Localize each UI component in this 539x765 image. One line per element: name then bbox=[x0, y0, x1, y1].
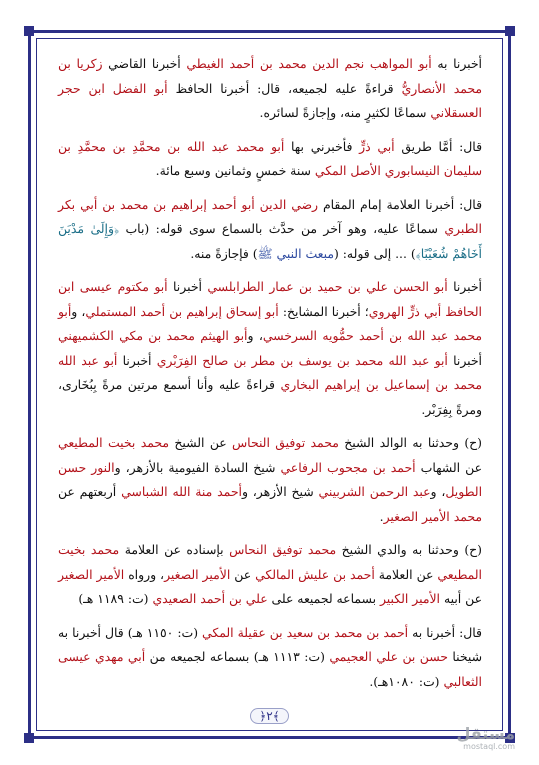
text-run: عن أبيه bbox=[440, 591, 482, 606]
paragraph bbox=[58, 135, 482, 184]
narrator-name: محمد الأمير الصغير bbox=[383, 508, 482, 524]
narrator-name: عبد الرحمن الشربيني bbox=[318, 484, 431, 499]
text-run: قراءةً عليه وأنا أسمع مرتين مرةً بِبُخَارى، ومرةً بِفِرَبْر. bbox=[58, 377, 482, 417]
text-run: (ت: ١١١٣ هـ) بسماعه لجميعه من bbox=[145, 649, 330, 664]
narrator-name: أبو الحسن علي بن حميد بن عمار الطرابلسي bbox=[207, 279, 448, 294]
text-run: ؛ أخبرنا المشايخ: bbox=[278, 303, 369, 319]
text-run: عن الشيخ bbox=[169, 435, 233, 450]
paragraph bbox=[58, 275, 482, 422]
narrator-name: محمد توفيق النحاس bbox=[229, 542, 337, 557]
text-run: (ت: ١١٨٩ هـ) bbox=[78, 591, 153, 606]
narrator-name: أبو المواهب نجم الدين محمد بن أحمد الغيطي bbox=[186, 56, 432, 71]
narrator-name: علي بن أحمد الصعيدي bbox=[152, 591, 268, 606]
narrator-name: أحمد بن عليش المالكي bbox=[255, 566, 375, 582]
narrator-name: أبي ذرٍّ bbox=[359, 138, 395, 154]
text-run: قال: أمَّا طريق bbox=[394, 138, 482, 154]
narrator-name: حسن بن علي العجيمي bbox=[329, 649, 448, 664]
text-run: (ت: ١١٥٠ هـ) قال أخبرنا به شيخنا bbox=[58, 624, 482, 664]
text-run: أخبرنا القاضي bbox=[102, 56, 187, 71]
text-run: ، و bbox=[247, 328, 263, 343]
narrator-name: أبو محمد عبد الله بن محمَّدِ بن محمَّدِ بن سليمان النيسابوري الأصل المكي bbox=[58, 138, 482, 178]
body-text bbox=[58, 52, 482, 703]
narrator-name: أحمد منة الله الشباسي bbox=[121, 484, 242, 499]
text-run: . bbox=[379, 508, 384, 524]
narrator-name: أبو عبد الله محمد بن إسماعيل بن إبراهيم البخاري bbox=[58, 352, 482, 392]
frame-corner-ornament bbox=[24, 26, 34, 36]
text-run: (ح) وحدثنا به والدي الشيخ bbox=[336, 542, 483, 557]
text-run: أخبرنا bbox=[167, 279, 208, 294]
narrator-name: أبي مهدي عيسى الثعالبي bbox=[58, 649, 482, 689]
narrator-name: أحمد بن محمد بن سعيد بن عقيلة المكي bbox=[202, 624, 409, 640]
narrator-name: رضي الدين أبو أحمد إبراهيم بن محمد بن أبي بكر الطبري bbox=[58, 196, 482, 236]
text-run: ، و bbox=[430, 484, 446, 499]
paragraph bbox=[58, 193, 482, 267]
watermark-logo bbox=[456, 726, 515, 752]
paragraph bbox=[58, 431, 482, 529]
text-run: فأخبرني بها bbox=[284, 138, 360, 154]
narrator-name: أبو محمد عبد الله بن أحمد حمُّويه السرخسي bbox=[58, 303, 482, 343]
text-run: (ت: ١٠٨٠هـ). bbox=[369, 673, 444, 689]
text-run: أخبرنا bbox=[117, 352, 157, 368]
text-run: أخبرنا به bbox=[431, 56, 482, 71]
text-run: أخبرنا bbox=[447, 279, 482, 294]
narrator-name: أبو إسحاق إبراهيم بن أحمد المستملي bbox=[85, 303, 279, 319]
watermark-arabic: مستقل bbox=[456, 724, 515, 743]
text-run: عن bbox=[230, 566, 256, 582]
text-run: بإسناده عن العلامة bbox=[119, 542, 230, 557]
text-run: ، و bbox=[71, 303, 86, 319]
narrator-name: زكريا بن محمد الأنصاريُّ bbox=[58, 56, 483, 96]
narrator-name: أبو الفضل ابن حجر العسقلاني bbox=[58, 80, 482, 120]
watermark-latin: mostaql.com bbox=[463, 742, 515, 751]
narrator-name: محمد بخيت المطيعي bbox=[58, 542, 482, 582]
paragraph bbox=[58, 52, 482, 126]
text-run: شيخ الأزهر، و bbox=[241, 484, 319, 499]
text-run: سماعًا عليه، وهو آخر من حدَّث بالسماع سوى قوله: (باب bbox=[119, 221, 445, 236]
text-run: سماعًا لكثيرٍ منه، وإجازةً لسائره. bbox=[259, 105, 431, 120]
text-run: قال: أخبرنا به bbox=[408, 624, 482, 640]
quran-verse: ﴿وَإِلَىٰ مَدْيَنَ أَخَاهُمْ شُعَيْبًا﴾ bbox=[58, 221, 482, 261]
paragraph bbox=[58, 621, 482, 695]
text-run: ، ورواه bbox=[124, 566, 165, 582]
text-run: (ح) وحدثنا به الوالد الشيخ bbox=[338, 435, 483, 450]
text-run: قراءةً عليه لجميعه، قال: أخبرنا الحافظ bbox=[167, 80, 402, 96]
narrator-name: أبو الهيثم محمد بن مكي الكشميهني bbox=[58, 328, 248, 343]
text-run: قال: أخبرنا العلامة إمام المقام bbox=[318, 196, 483, 212]
narrator-name: الأمير الصغير bbox=[164, 566, 231, 582]
text-run: سنة خمسٍ وثمانين وسبع مائة. bbox=[155, 163, 315, 178]
narrator-name: الأمير الكبير bbox=[379, 591, 441, 606]
narrator-name: محمد بخيت المطيعي bbox=[58, 435, 170, 450]
frame-corner-ornament bbox=[24, 733, 34, 743]
text-run: عن الشهاب bbox=[415, 459, 482, 475]
page-number bbox=[0, 708, 539, 724]
text-run: عن العلامة bbox=[374, 566, 438, 582]
chapter-title: مبعث النبي ﷺ bbox=[257, 245, 334, 261]
narrator-name: الأمير الصغير bbox=[58, 566, 125, 582]
narrator-name: محمد توفيق النحاس bbox=[232, 435, 339, 450]
paragraph bbox=[58, 538, 482, 612]
narrator-name: أحمد بن مجحوب الرفاعي bbox=[280, 459, 416, 475]
text-run: ) فإجازةً منه. bbox=[190, 245, 258, 261]
narrator-name: أبو عبد الله محمد بن يوسف بن مطر بن صالح الفِرَبْري bbox=[156, 352, 448, 368]
frame-corner-ornament bbox=[505, 26, 515, 36]
text-run: ) ... إلى قوله: ( bbox=[333, 245, 416, 261]
narrator-name: أبو مكتوم عيسى ابن الحافظ أبي ذرٍّ الهروي bbox=[58, 279, 482, 319]
text-run: أربعتهم عن bbox=[58, 484, 122, 499]
page-number-label: ﴿٢﴾ bbox=[250, 708, 289, 724]
text-run: أخبرنا bbox=[447, 352, 483, 368]
text-run: شيخ السادة الفيومية بالأزهر، و bbox=[114, 459, 281, 475]
narrator-name: النور حسن الطويل bbox=[58, 459, 483, 499]
text-run: بسماعه لجميعه على bbox=[267, 591, 380, 606]
